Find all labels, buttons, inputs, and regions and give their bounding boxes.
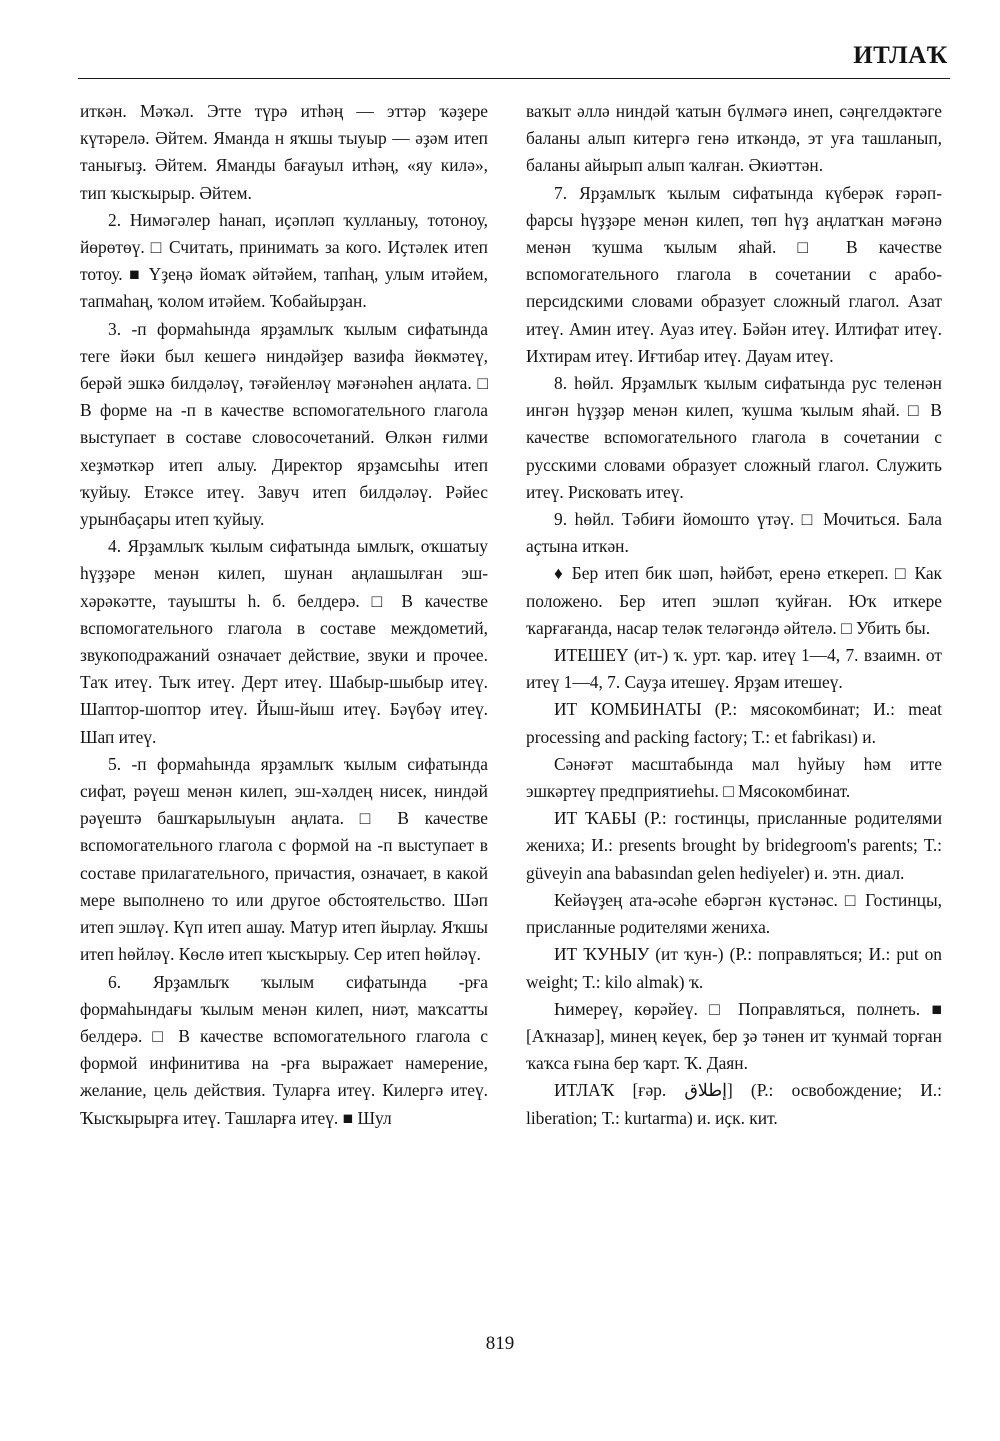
paragraph: Һимереү, көрәйеү. □ Поправляться, полнеть. ■ [Аҡназар], минең кеүек, бер ҙә тәнен ит ҡунмай торған ҡаҡса ғына бер ҡарт. Ҡ. Даян. <box>526 998 942 1074</box>
paragraph: 9. һөйл. Тәбиғи йомошто үтәү. □ Мочиться. Бала аҫтына иткән. <box>526 509 942 557</box>
header-keyword: ИТЛАҠ <box>853 42 948 69</box>
left-column <box>80 98 488 1132</box>
paragraph: ИТ ҠУНЫУ (ит ҡун-) (Р.: поправляться; И.: put on weight; Т.: kilo almak) ҡ. <box>526 944 942 992</box>
paragraph: Сәнәғәт масштабында мал һуйыу һәм итте эшкәртеү предприятиеһы. □ Мясокомбинат. <box>526 753 942 802</box>
paragraph: ♦ Бер итеп бик шәп, һәйбәт, еренә еткереп. □ Как положено. Бер итеп эшләп ҡуйған. Юҡ иткере ҡарғағанда, насар теләк теләгәндә әйтелә. □ Убить бы. <box>526 563 942 638</box>
paragraph: ваҡыт әллә ниндәй ҡатын бүлмәгә инеп, сәңгелдәктәге баланы алып китергә генә иткәндә, эт уға ташланып, баланы айырып алып ҡалған. Әкиәттән. <box>526 101 942 176</box>
paragraph: ИТЕШЕҮ (ит-) ҡ. урт. ҡар. итеү 1—4, 7. взаимн. от итеү 1—4, 7. Сауҙа итешеү. Ярҙам итешеү. <box>526 645 942 693</box>
paragraph: 5. -п формаһында ярҙамлыҡ ҡылым сифатында сифат, рәүеш менән килеп, эш-хәлдең нисек, ниндәй рәүештә башҡарылыуын аңлата. □ В качестве вспомогательного глагола с формой на -п выступает в составе прилагательного, причастия, означает, в какой мере выполнено то или другое обстоятельство. Шәп итеп эшләү. Күп итеп ашау. Матур итеп йырлау. Яҡшы итеп һөйләү. Көслө итеп ҡысҡырыу. Сер итеп һөйләү. <box>80 753 488 965</box>
paragraph: 8. һөйл. Ярҙамлыҡ ҡылым сифатында рус теленән ингән һүҙҙәр менән килеп, ҡушма ҡылым яһай. □ В качестве вспомогательного глагола в сочетании с русскими словами образует сложный глагол. Служить итеү. Рисковать итеү. <box>526 373 942 502</box>
paragraph: 2. Нимәгәлер һанап, иҫәпләп ҡулланыу, тотоноу, йөрөтөү. □ Считать, принимать за кого. Иҫтәлек итеп тотоу. ■ Үҙеңә йомаҡ әйтәйем, тапһаң, улым итәйем, тапмаһаң, ҡолом итәйем. Ҡобайырҙан. <box>80 209 488 312</box>
paragraph: 3. -п формаһында ярҙамлыҡ ҡылым сифатында теге йәки был кешегә ниндәйҙер вазифа йөкмәтеү, берәй эшкә билдәләү, тәғәйенләү мәғәнәһен аңлата. □ В форме на -п в качестве вспомогательного глагола выступает в составе словосочетаний. Өлкән ғилми хеҙмәткәр итеп алыу. Директор ярҙамсыһы итеп ҡуйыу. Етәксе итеү. Завуч итеп билдәләү. Рәйес урынбаҫары итеп ҡуйыу. <box>80 318 488 530</box>
paragraph: 6. Ярҙамлыҡ ҡылым сифатында -рға формаһындағы ҡылым менән килеп, ниәт, маҡсатты белдерә. □ В качестве вспомогательного глагола с формой инфинитива на -рға выражает намерение, желание, цель действия. Туларға итеү. Килергә итеү. Ҡысҡырырға итеү. Ташларға итеү. ■ Шул <box>80 971 488 1128</box>
paragraph: иткән. Мәҡәл. Этте түрә итһәң — эттәр ҡәҙере күтәрелә. Әйтем. Яманда н яҡшы тыуыр — әҙәм итеп танығыҙ. Әйтем. Яманды бағауыл итһәң, «яу килә», тип ҡысҡырыр. Әйтем. <box>80 101 488 203</box>
paragraph: Кейәүҙең ата-әсәһе ебәргән күстәнәс. □ Гостинцы, присланные родителями жениха. <box>526 889 942 938</box>
right-column <box>526 98 942 1132</box>
page-number: 819 <box>485 1333 515 1354</box>
header-rule <box>78 78 950 79</box>
paragraph: 4. Ярҙамлыҡ ҡылым сифатында ымлыҡ, оҡшатыу һүҙҙәре менән килеп, шунан аңлашылған эш-хәрәкәтте, тауышты һ. б. белдерә. □ В качестве вспомогательного глагола в составе междометий, звукоподражаний означает действие, звуки и прочее. Таҡ итеү. Тыҡ итеү. Дерт итеү. Шабыр-шыбыр итеү. Шаптор-шоптор итеү. Йыш-йыш итеү. Бәүбәү итеү. Шап итеү. <box>80 536 488 747</box>
paragraph: ИТЛАҠ [ғәр. إطلاق] (Р.: освобождение; И.: liberation; Т.: kurtarma) и. иҫк. кит. <box>526 1080 942 1128</box>
paragraph: ИТ ҠАБЫ (Р.: гостинцы, присланные родителями жениха; И.: presents brought by bridegroom's parents; Т.: güveyin ana babasından gelen hediyeler) и. этн. диал. <box>526 808 942 883</box>
paragraph: ИТ КОМБИНАТЫ (Р.: мясокомбинат; И.: meat processing and packing factory; Т.: et fabrikası) и. <box>526 699 942 747</box>
paragraph: 7. Ярҙамлыҡ ҡылым сифатында күберәк ғәрәп-фарсы һүҙҙәре менән килеп, төп һүҙ аңлатҡан мәғәнә менән ҡушма ҡылым яһай. □ В качестве вспомогательного глагола в сочетании с арабо-персидскими словами образует сложный глагол. Азат итеү. Амин итеү. Ауаз итеү. Бәйән итеү. Илтифат итеү. Ихтирам итеү. Иғтибар итеү. Дауам итеү. <box>526 182 942 366</box>
